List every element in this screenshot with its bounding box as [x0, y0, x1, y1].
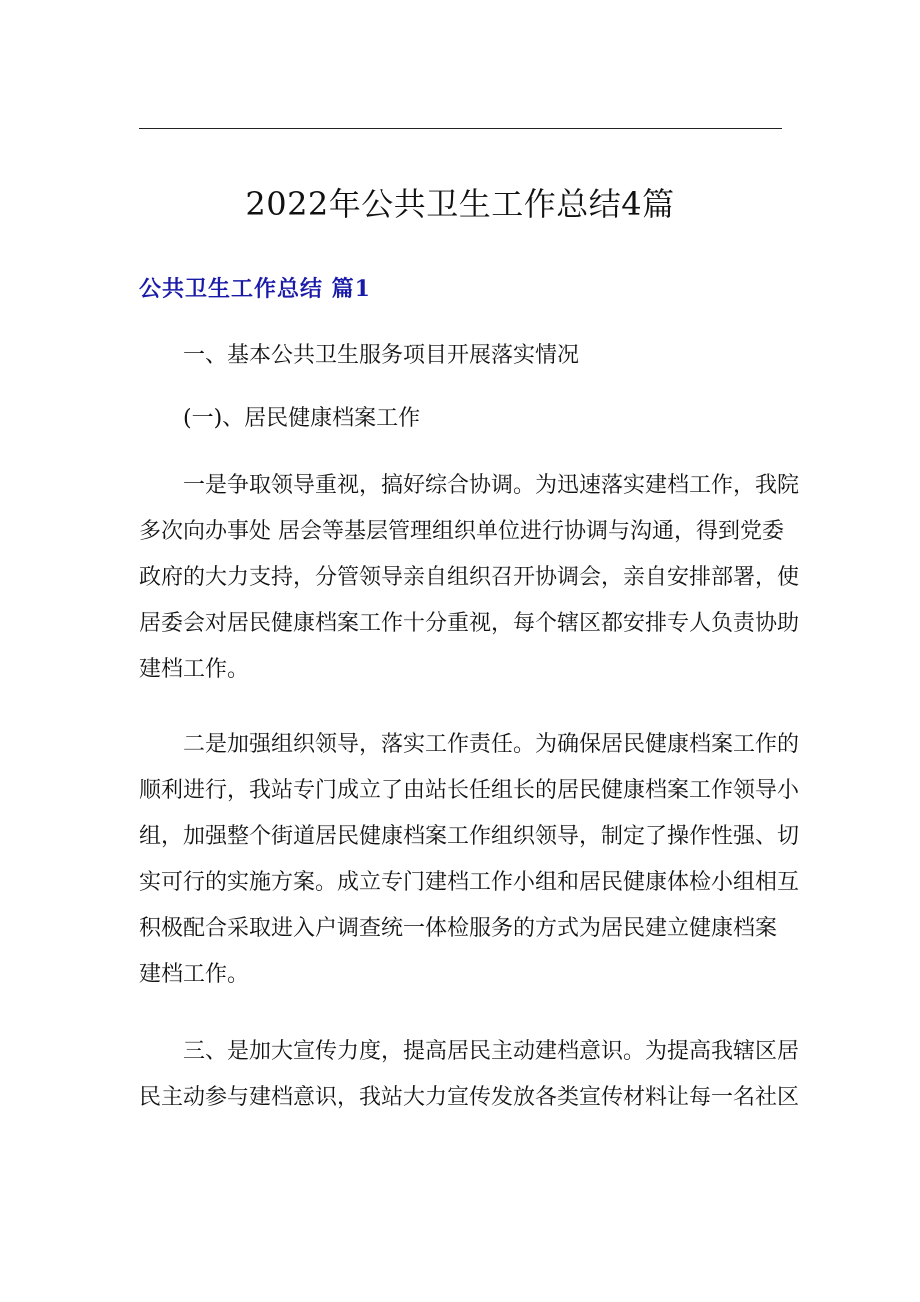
paragraph-line: 民主动参与建档意识，我站大力宣传发放各类宣传材料让每一名社区 — [139, 1085, 800, 1110]
paragraph-line: 多次向办事处 居会等基层管理组织单位进行协调与沟通，得到党委 — [139, 519, 784, 544]
paragraph-line: (一)、居民健康档案工作 — [183, 406, 421, 431]
paragraph-line: 政府的大力支持，分管领导亲自组织召开协调会，亲自安排部署，使 — [139, 565, 800, 590]
paragraph-line: 实可行的实施方案。成立专门建档工作小组和居民健康体检小组相互 — [139, 870, 800, 895]
paragraph-line: 二是加强组织领导，落实工作责任。为确保居民健康档案工作的 — [183, 732, 800, 757]
paragraph-line: 组，加强整个街道居民健康档案工作组织领导，制定了操作性强、切 — [139, 824, 800, 849]
paragraph-line: 顺利进行，我站专门成立了由站长任组长的居民健康档案工作领导小 — [139, 778, 800, 803]
paragraph-2 — [139, 396, 784, 442]
paragraph-line: 积极配合采取进入户调查统一体检服务的方式为居民建立健康档案 — [139, 916, 778, 941]
paragraph-line: 一是争取领导重视，搞好综合协调。为迅速落实建档工作，我院 — [183, 473, 800, 498]
paragraph-5 — [139, 1029, 800, 1121]
paragraph-line: 三、是加大宣传力度，提高居民主动建档意识。为提高我辖区居 — [183, 1039, 800, 1064]
paragraph-3 — [139, 463, 800, 693]
paragraph-4 — [139, 722, 800, 998]
document-title: 2022年公共卫生工作总结4篇 — [245, 185, 675, 224]
header-rule — [139, 128, 782, 129]
paragraph-line: 建档工作。 — [139, 657, 250, 682]
paragraph-line: 一、基本公共卫生服务项目开展落实情况 — [183, 343, 580, 368]
paragraph-line: 居委会对居民健康档案工作十分重视，每个辖区都安排专人负责协助 — [139, 611, 800, 636]
section-heading: 公共卫生工作总结 篇1 — [139, 276, 371, 302]
paragraph-line: 建档工作。 — [139, 962, 250, 987]
paragraph-1 — [139, 333, 784, 379]
